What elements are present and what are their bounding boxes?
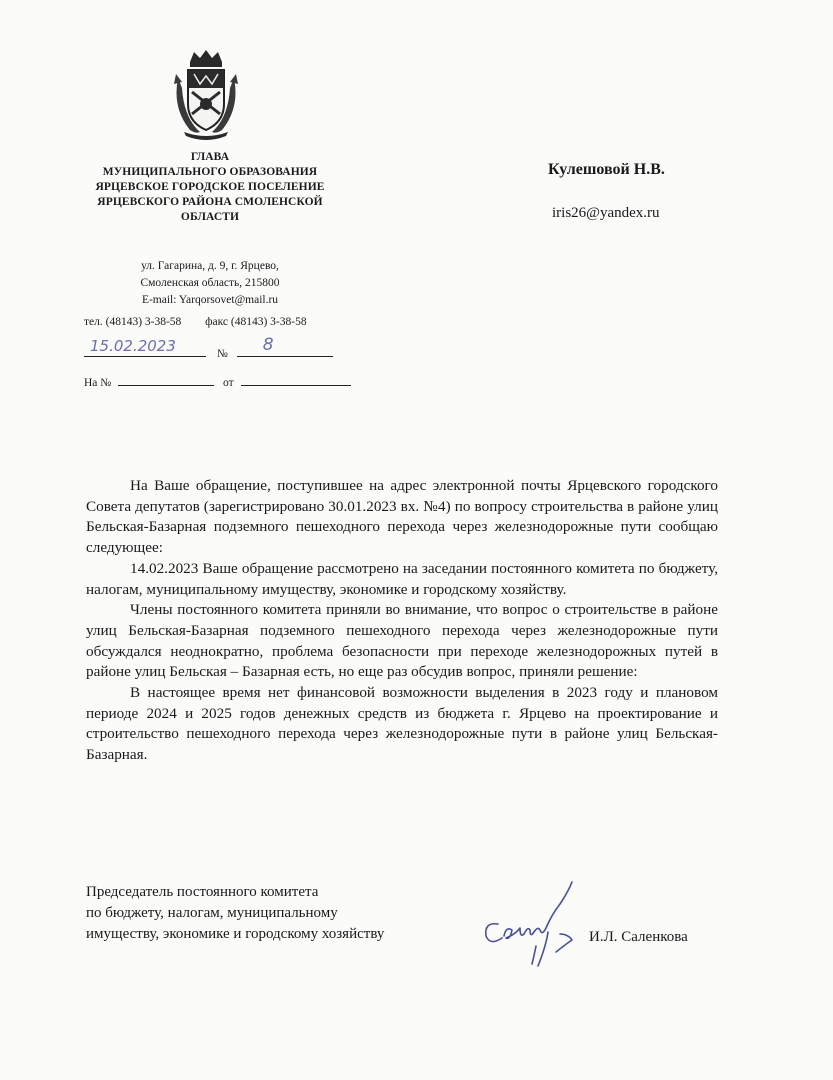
body-paragraph: В настоящее время нет финансовой возможности выделения в 2023 году и плановом периоде 2024 и 2025 годов денежных средств из бюджета г. Ярцево на проектирование и строительство пешеходного перехода через железнодорожные пути в районе улиц Бельская-Базарная. [86, 684, 718, 764]
letter-body [86, 476, 718, 766]
organization-address [110, 258, 310, 309]
recipient-name: Кулешовой Н.В. [548, 161, 665, 178]
handwritten-date: 15.02.2023 [90, 337, 176, 355]
date-field [84, 337, 206, 357]
signatory-position [86, 882, 384, 945]
org-line: ОБЛАСТИ [180, 211, 240, 223]
org-line: ЯРЦЕВСКОГО РАЙОНА СМОЛЕНСКОЙ [97, 196, 323, 208]
handwritten-signature [476, 874, 586, 969]
email-line: E-mail: Yarqorsovet@mail.ru [141, 294, 279, 306]
org-line: МУНИЦИПАЛЬНОГО ОБРАЗОВАНИЯ [102, 166, 318, 178]
position-line: по бюджету, налогам, муниципальному [86, 905, 338, 921]
phone: тел. (48143) 3-38-58 [84, 316, 182, 328]
position-line: Председатель постоянного комитета [86, 884, 319, 900]
incoming-reference [84, 373, 351, 389]
number-label: № [216, 348, 228, 360]
fax: факс (48143) 3-38-58 [205, 316, 307, 328]
outgoing-reference [84, 335, 333, 360]
handwritten-number: 8 [262, 335, 274, 355]
from-label: от [223, 377, 234, 389]
signatory-name: И.Л. Саленкова [589, 929, 688, 945]
recipient-email: iris26@yandex.ru [552, 205, 660, 221]
org-line: ЯРЦЕВСКОЕ ГОРОДСКОЕ ПОСЕЛЕНИЕ [95, 181, 325, 193]
address-line: Смоленская область, 215800 [140, 277, 280, 289]
phone-fax-line [84, 316, 364, 328]
address-line: ул. Гагарина, д. 9, г. Ярцево, [141, 260, 279, 272]
body-paragraph: На Ваше обращение, поступившее на адрес электронной почты Ярцевского городского Совета депутатов (зарегистрировано 30.01.2023 вх. №4) по вопросу строительства в районе улиц Бельская-Базарная подземного пешеходного перехода через железнодорожные пути сообщаю следующее: [86, 477, 718, 557]
org-line: ГЛАВА [190, 151, 230, 163]
organization-name [70, 150, 350, 225]
reply-label: На № [84, 377, 112, 389]
reply-number-field [118, 373, 214, 386]
body-paragraph: 14.02.2023 Ваше обращение рассмотрено на заседании постоянного комитета по бюджету, налогам, муниципальному имуществу, экономике и городскому хозяйству. [86, 559, 718, 598]
reply-date-field [241, 373, 351, 386]
coat-of-arms-emblem [170, 48, 242, 140]
body-paragraph: Члены постоянного комитета приняли во внимание, что вопрос о строительстве в районе улиц Бельская-Базарная подземного пешеходного перехода через железнодорожные пути обсуждался неоднократно, проблема безопасности при переходе железнодорожных путей в районе улиц Бельская – Базарная есть, но еще раз обсудив вопрос, приняли решение: [86, 601, 718, 681]
position-line: имуществу, экономике и городскому хозяйству [86, 926, 385, 942]
number-field [237, 335, 333, 357]
